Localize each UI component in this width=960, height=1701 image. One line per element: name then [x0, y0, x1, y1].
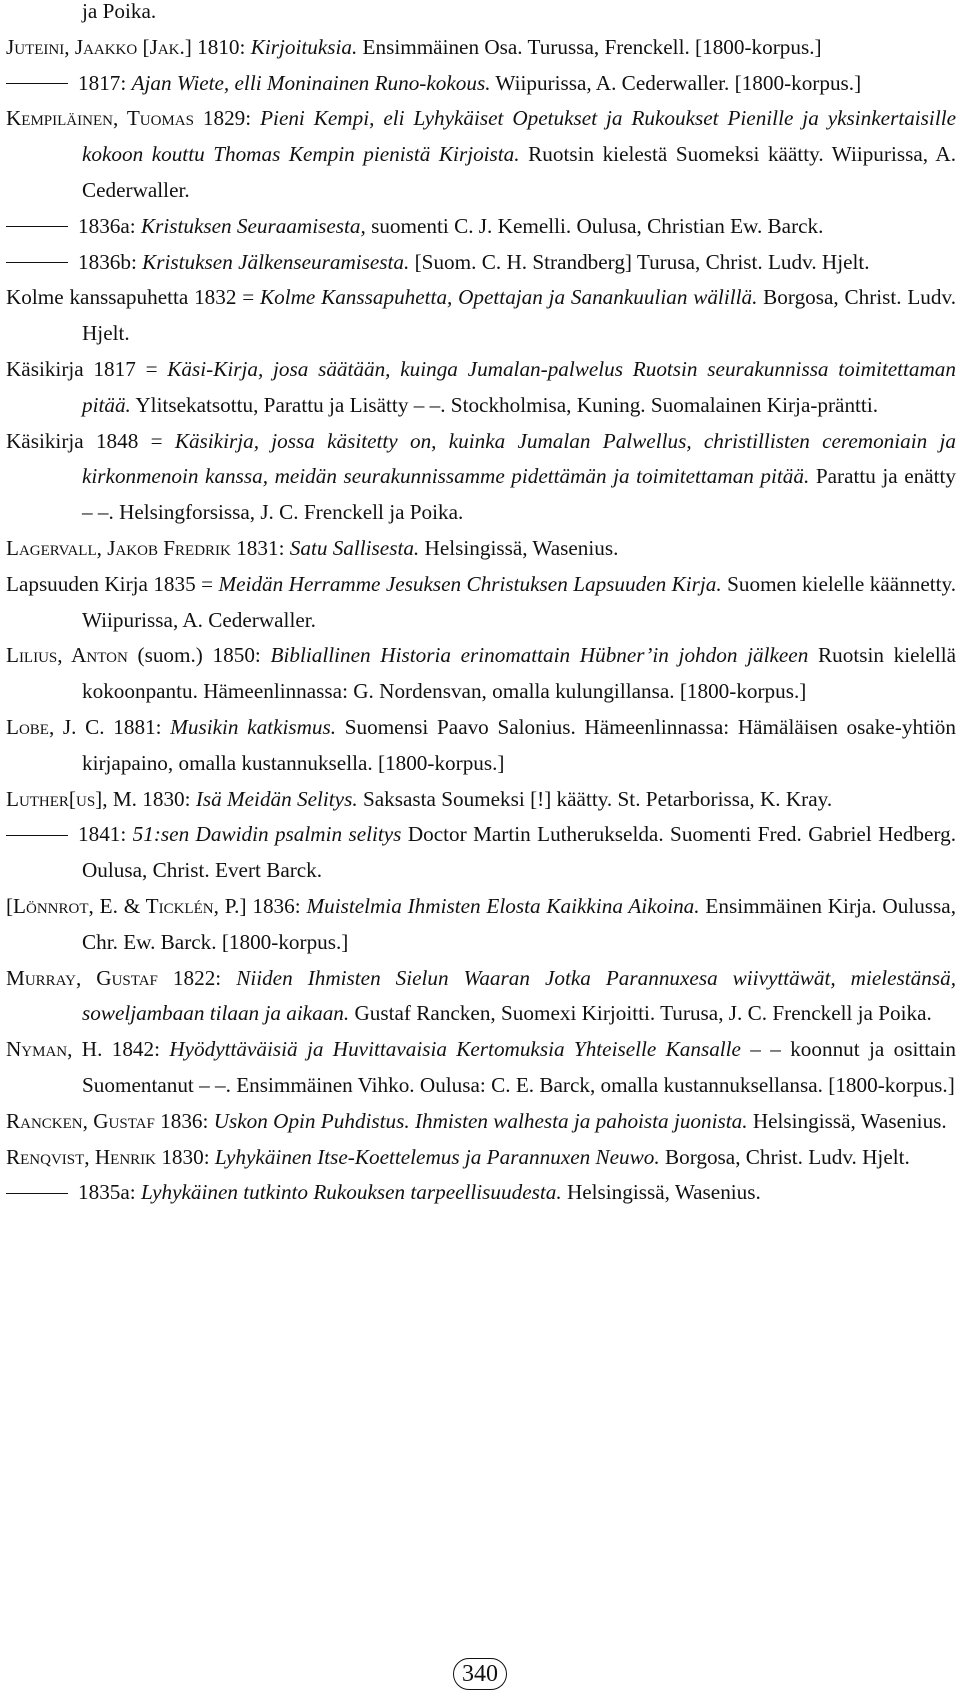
- entry-publication: Helsingissä, Wasenius.: [752, 1108, 947, 1133]
- entry-year: 1830:: [142, 786, 191, 811]
- entry-title: Ajan Wiete, elli Moninainen Runo-kokous.: [131, 70, 491, 95]
- entry-year: 1810:: [197, 34, 246, 59]
- entry-title: Musikin katkismus.: [170, 714, 337, 739]
- entry-year: 1841:: [78, 822, 127, 847]
- bibliography-entries: [6, 30, 956, 1211]
- entry-author: [Lönnrot, E. & Ticklén, P.]: [6, 893, 247, 918]
- entry-year: 1836:: [252, 893, 301, 918]
- entry-publication: Gustaf Rancken, Suomexi Kirjoitti. Turusa, J. C. Frenckell ja Poika.: [354, 1001, 932, 1026]
- entry-year: 1842:: [111, 1037, 160, 1062]
- entry-title: Käsi-Kirja, josa säätään, kuinga Jumalan-palwelus Ruotsin seurakunnissa toimitettaman pitää.: [82, 356, 956, 417]
- entry-author: Luther[us], M.: [6, 786, 137, 811]
- entry-title: Isä Meidän Selitys.: [195, 786, 358, 811]
- page-number-label: 340: [453, 1658, 507, 1690]
- entry-author: Lagervall, Jakob Fredrik: [6, 535, 231, 560]
- entry-year: 1881:: [113, 714, 162, 739]
- repeat-author-dash: [6, 835, 68, 836]
- bibliography-entry: [6, 531, 956, 567]
- entry-publication: Borgosa, Christ. Ludv. Hjelt.: [664, 1144, 910, 1169]
- bibliography-entry: [6, 567, 956, 639]
- entry-year: 1817:: [78, 70, 127, 95]
- entry-title: Kristuksen Jälkenseuramisesta.: [142, 249, 410, 274]
- bibliography-entry: [6, 1140, 956, 1176]
- entry-year: 1822:: [172, 965, 222, 990]
- entry-author: Rancken, Gustaf: [6, 1108, 155, 1133]
- entry-title: Muistelmia Ihmisten Elosta Kaikkina Aikoina.: [306, 893, 700, 918]
- entry-author: Nyman, H.: [6, 1037, 103, 1062]
- bibliography-entry: [6, 1175, 956, 1211]
- entry-title: Bibliallinen Historia erinomattain Hübner’in johdon jälkeen: [270, 643, 809, 668]
- entry-publication: suomenti C. J. Kemelli. Oulusa, Christian Ew. Barck.: [371, 213, 824, 238]
- entry-title: Käsikirja, jossa käsitetty on, kuinka Jumalan Palwellus, christillisten ceremoniain ja kirkonmenoin kanssa, meidän seurakunnissamme pidettämän ja toimitettaman pitää.: [82, 428, 956, 489]
- entry-publication: Ensimmäinen Osa. Turussa, Frenckell. [1800-korpus.]: [362, 34, 822, 59]
- bibliography-entry: [6, 245, 956, 281]
- bibliography-entry: [6, 638, 956, 710]
- entry-year: 1836a:: [78, 213, 136, 238]
- entry-publication: Ylitsekatsottu, Parattu ja Lisätty – –. Stockholmisa, Kuning. Suomalainen Kirja-präntti.: [135, 392, 879, 417]
- bibliography-entry: [6, 280, 956, 352]
- entry-title: Hyödyttäväisiä ja Huvittavaisia Kertomuksia Yhteiselle Kansalle – –: [169, 1037, 781, 1062]
- entry-year: 1829:: [202, 106, 252, 131]
- entry-publication: Doctor Martin Lutherukselda. Suomenti Fred. Gabriel Hedberg. Oulusa, Christ. Evert Barck.: [82, 822, 956, 883]
- entry-publication: Ensimmäinen Kirja. Oulussa, Chr. Ew. Barck. [1800-korpus.]: [82, 893, 956, 954]
- entry-publication: [Suom. C. H. Strandberg] Turusa, Christ. Ludv. Hjelt.: [414, 249, 870, 274]
- entry-title: Uskon Opin Puhdistus. Ihmisten walhesta ja pahoista juonista.: [213, 1108, 748, 1133]
- entry-publication: Helsingissä, Wasenius.: [566, 1180, 761, 1205]
- bibliography-entry: [6, 424, 956, 531]
- entry-title: 51:sen Dawidin psalmin selitys: [132, 822, 402, 847]
- page-number: [0, 1658, 960, 1690]
- bibliography-entry: [6, 209, 956, 245]
- entry-year: 1835a:: [78, 1180, 136, 1205]
- bibliography-entry: [6, 782, 956, 818]
- entry-author: Juteini, Jaakko [Jak.]: [6, 34, 192, 59]
- entry-year: 1836:: [160, 1108, 209, 1133]
- bibliography-entry: [6, 101, 956, 208]
- entry-author: Lobe, J. C.: [6, 714, 105, 739]
- bibliography-entry: [6, 710, 956, 782]
- entry-author: Murray, Gustaf: [6, 965, 158, 990]
- bibliography-entry: [6, 961, 956, 1033]
- entry-author: Kempiläinen, Tuomas: [6, 106, 194, 131]
- entry-year: Käsikirja 1848 =: [6, 428, 163, 453]
- entry-publication: Suomen kielelle käännetty. Wiipurissa, A. Cederwaller.: [82, 571, 957, 632]
- entry-title: Lyhykäinen Itse-Koettelemus ja Parannuxen Neuwo.: [214, 1144, 660, 1169]
- entry-year: Lapsuuden Kirja 1835 =: [6, 571, 214, 596]
- entry-title: Kristuksen Seuraamisesta,: [140, 213, 366, 238]
- entry-publication: koonnut ja osittain Suomentanut – –. Ensimmäinen Vihko. Oulusa: C. E. Barck, omalla kustannuksellansa. [1800-korpus.]: [82, 1037, 956, 1097]
- entry-publication: Suomensi Paavo Salonius. Hämeenlinnassa: Hämäläisen osake-yhtiön kirjapaino, omalla kustannuksella. [1800-korpus.]: [82, 714, 956, 775]
- repeat-author-dash: [6, 262, 68, 263]
- entry-year: Käsikirja 1817 =: [6, 356, 158, 381]
- entry-title: Pieni Kempi, eli Lyhykäiset Opetukset ja Rukoukset Pienille ja yksinkertaisille kokoon kouttu Thomas Kempin pienistä Kirjoista.: [82, 106, 956, 167]
- entry-publication: Parattu ja enätty – –. Helsingforsissa, J. C. Frenckell ja Poika.: [82, 464, 956, 525]
- bibliography-entry: [6, 30, 956, 66]
- entry-publication: Saksasta Soumeksi [!] käätty. St. Petarborissa, K. Kray.: [362, 786, 833, 811]
- entry-title: Satu Sallisesta.: [289, 535, 420, 560]
- bibliography: [6, 0, 956, 1211]
- repeat-author-dash: [6, 226, 68, 227]
- bibliography-entry: [6, 352, 956, 424]
- entry-publication: Helsingissä, Wasenius.: [424, 535, 619, 560]
- entry-title: Kirjoituksia.: [250, 34, 358, 59]
- entry-author: Renqvist, Henrik: [6, 1144, 157, 1169]
- entry-title: Niiden Ihmisten Sielun Waaran Jotka Parannuxesa wiivyttäwät, mielestänsä, soweljambaan tilaan ja aikaan.: [82, 965, 956, 1026]
- repeat-author-dash: [6, 83, 68, 84]
- entry-year: 1836b:: [78, 249, 137, 274]
- entry-year: 1831:: [236, 535, 285, 560]
- entry-author: Lilius, Anton: [6, 643, 128, 668]
- entry-year: Kolme kanssapuhetta 1832 =: [6, 285, 255, 310]
- bibliography-entry: [6, 66, 956, 102]
- bibliography-entry: [6, 1104, 956, 1140]
- entry-year: (suom.) 1850:: [137, 643, 261, 668]
- entry-publication: Ruotsin kielestä Suomeksi käätty. Wiipurissa, A. Cederwaller.: [82, 142, 956, 202]
- entry-year: 1830:: [161, 1144, 210, 1169]
- bibliography-entry: [6, 889, 956, 961]
- repeat-author-dash: [6, 1193, 68, 1194]
- bibliography-entry: [6, 817, 956, 889]
- bibliography-entry: [6, 1032, 956, 1104]
- entry-title: Lyhykäinen tutkinto Rukouksen tarpeellisuudesta.: [140, 1180, 562, 1205]
- entry-title: Kolme Kanssapuhetta, Opettajan ja Sanankuulian wälillä.: [259, 285, 758, 310]
- entry-publication: Borgosa, Christ. Ludv. Hjelt.: [82, 285, 957, 346]
- continuation-line: ja Poika.: [82, 0, 157, 23]
- entry-publication: Wiipurissa, A. Cederwaller. [1800-korpus.]: [495, 70, 862, 95]
- entry-title: Meidän Herramme Jesuksen Christuksen Lapsuuden Kirja.: [218, 571, 722, 596]
- entry-publication: Ruotsin kielellä kokoonpantu. Hämeenlinnassa: G. Nordensvan, omalla kulungillansa. [1800-korpus.]: [82, 643, 957, 704]
